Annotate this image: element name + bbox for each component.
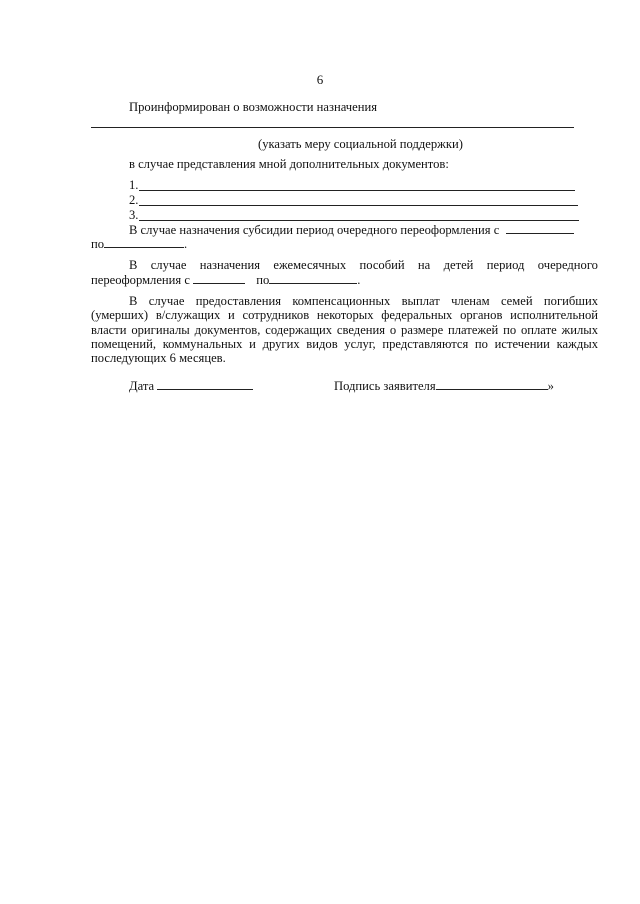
doc-item-1-line (139, 190, 575, 191)
allowance-word: назначения (199, 258, 261, 272)
allowance-word: случае (150, 258, 187, 272)
signature-field (334, 378, 554, 393)
allowance-end: . (357, 273, 361, 287)
allowance-word: на (417, 258, 431, 272)
allowance-renewal-label: переоформления с (91, 273, 190, 287)
allowance-to-blank (269, 272, 357, 284)
documents-lead-text: в случае представления мной дополнительных документов: (129, 157, 449, 171)
date-label: Дата (129, 379, 155, 393)
subsidy-period-line2 (91, 236, 187, 251)
page-number: 6 (316, 72, 324, 87)
doc-item-2-line (139, 205, 578, 206)
date-field (129, 378, 253, 393)
signature-closing-quote: » (547, 379, 554, 393)
compensation-paragraph (91, 294, 598, 365)
signature-label: Подпись заявителя (334, 379, 436, 393)
doc-item-3-line (139, 220, 579, 221)
allowance-word: ежемесячных (273, 258, 347, 272)
allowance-line2 (91, 272, 360, 287)
measure-blank-line (91, 127, 574, 128)
subsidy-from-blank (506, 222, 574, 234)
allowance-word: детей (443, 258, 474, 272)
date-blank (157, 378, 253, 390)
doc-item-1-number: 1. (129, 178, 139, 192)
allowance-word: В (129, 258, 138, 272)
compensation-text: В случае предоставления компенсационных выплат членам семей погибших (умерших) в/служащих и сотрудников некоторых федеральных органов исполнительной власти оригиналы документов, содержащих сведения о размере платежей по оплате жилых помещений, коммунальных и других видов услуг, представляются по истечении каждых последующих 6 месяцев. (91, 294, 598, 366)
signature-blank (436, 378, 548, 390)
allowance-from-blank (193, 272, 245, 284)
allowance-word: период (486, 258, 525, 272)
subsidy-end: . (184, 237, 188, 251)
intro-text: Проинформирован о возможности назначения (129, 100, 378, 114)
allowance-word: очередного (537, 258, 598, 272)
allowance-po-label: по (256, 273, 270, 287)
subsidy-po-label: по (91, 237, 105, 251)
subsidy-period-label: В случае назначения субсидии период очередного переоформления с (129, 223, 500, 237)
allowance-word: пособий (359, 258, 405, 272)
measure-hint: (указать меру социальной поддержки) (258, 137, 463, 151)
subsidy-to-blank (104, 236, 184, 248)
subsidy-period-text (129, 222, 574, 237)
doc-item-2-number: 2. (129, 193, 139, 207)
doc-item-3-number: 3. (129, 208, 139, 222)
allowance-line1 (91, 258, 598, 272)
